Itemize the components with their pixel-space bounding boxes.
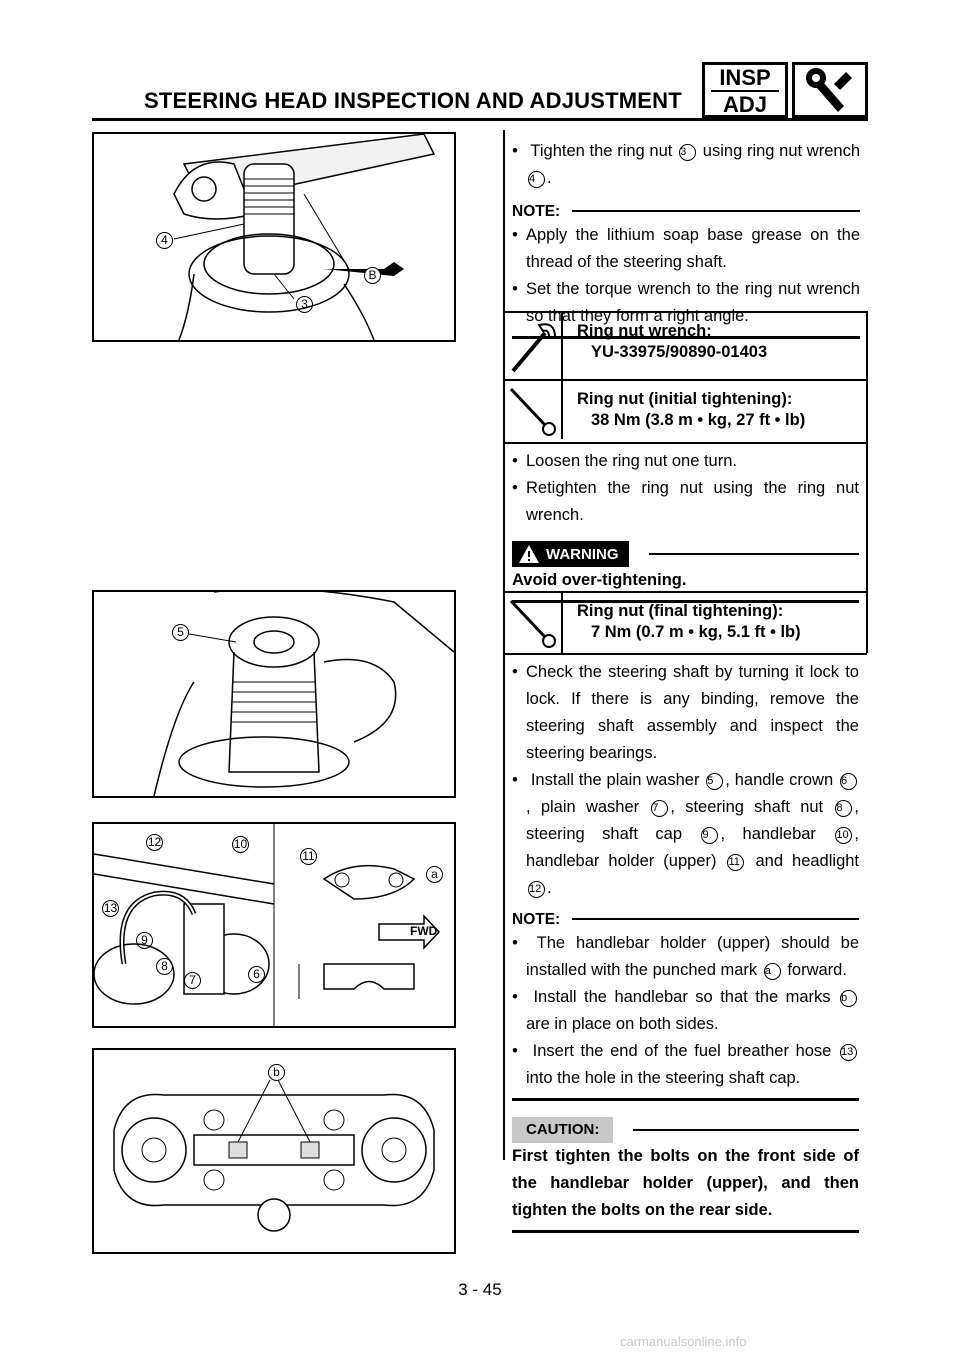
caution-heading: CAUTION: xyxy=(512,1117,859,1143)
watermark: carmanualsonline.info xyxy=(620,1334,747,1349)
callout-11: 11 xyxy=(300,848,317,865)
list-item: • The handlebar holder (upper) should be installed with the punched mark a forward. xyxy=(512,930,859,984)
callout-7: 7 xyxy=(184,972,201,989)
note-heading: NOTE: xyxy=(512,908,859,930)
page-number: 3 - 45 xyxy=(458,1280,502,1299)
section-badge xyxy=(702,62,788,118)
header-rule xyxy=(92,118,868,121)
page-title: STEERING HEAD INSPECTION AND ADJUSTMENT xyxy=(144,88,682,113)
figure-plain-washer xyxy=(92,590,456,798)
list-item: • Loosen the ring nut one turn. xyxy=(512,448,859,475)
spec-label: Ring nut wrench: xyxy=(577,322,712,340)
list-item: • Check the steering shaft by turning it lock to lock. If there is any binding, remove the steering shaft assembly and inspect the steering bearings. xyxy=(512,659,859,767)
badge-bottom-text: ADJ xyxy=(722,92,767,117)
torque-wrench-icon xyxy=(505,381,563,439)
caution-end-rule xyxy=(512,1230,859,1233)
callout-12: 12 xyxy=(147,835,162,849)
list-item: • Apply the lithium soap base grease on the thread of the steering shaft. xyxy=(512,222,860,276)
callout-B: B xyxy=(364,267,381,284)
wrench-icon xyxy=(792,62,868,118)
callout-4: 4 xyxy=(156,232,173,249)
callout-8: 8 xyxy=(156,958,173,975)
spec-final-tightening xyxy=(505,591,867,653)
list-item: • Install the handlebar so that the marks b are in place on both sides. xyxy=(512,984,859,1038)
spec-initial-tightening xyxy=(505,379,867,439)
callout-6: 6 xyxy=(248,966,265,983)
note-end-rule xyxy=(512,1098,859,1101)
step-tighten-ring-nut xyxy=(512,138,860,339)
step-retighten xyxy=(505,442,867,603)
callout-b: b xyxy=(268,1064,285,1081)
warning-heading: WARNING xyxy=(512,541,859,567)
spec-label: Ring nut (final tightening): xyxy=(577,602,784,620)
spec-label: Ring nut (initial tightening): xyxy=(577,390,793,408)
note-heading: NOTE: xyxy=(512,200,860,222)
list-item: • Set the torque wrench to the ring nut wrench so that they form a right angle. xyxy=(512,276,860,330)
special-tool-icon xyxy=(505,313,563,381)
callout-13: 13 xyxy=(103,901,118,915)
callout-a: a xyxy=(426,866,443,883)
spec-value: YU-33975/90890-01403 xyxy=(591,343,768,361)
list-item: • Insert the end of the fuel breather hose 13 into the hole in the steering shaft cap. xyxy=(512,1038,859,1092)
list-item: • Retighten the ring nut using the ring nut wrench. xyxy=(512,475,859,529)
list-item: • Tighten the ring nut 3 using ring nut wrench 4 . xyxy=(512,138,860,192)
caution-text: First tighten the bolts on the front side of the handlebar holder (upper), and then tighten the bolts on the rear side. xyxy=(512,1147,859,1219)
warning-icon xyxy=(518,544,540,564)
figure-handlebar-marks xyxy=(92,1048,456,1254)
spec-value: 7 Nm (0.7 m • kg, 5.1 ft • lb) xyxy=(591,623,801,641)
callout-3: 3 xyxy=(296,296,313,313)
list-item: • Install the plain washer 5 , handle crown 6, plain washer 7 , steering shaft nut 8 , steering shaft cap 9 , handlebar 10 , handlebar holder (upper) 11 and headlight 12 . xyxy=(512,767,859,902)
callout-9: 9 xyxy=(136,932,153,949)
figure-handlebar-holder xyxy=(92,822,456,1028)
figure-ring-nut-wrench xyxy=(92,132,456,342)
badge-top-text: INSP xyxy=(711,65,779,92)
callout-10: 10 xyxy=(233,837,248,851)
spec-box-border xyxy=(866,591,868,653)
spec-value: 38 Nm (3.8 m • kg, 27 ft • lb) xyxy=(591,411,806,429)
torque-wrench-icon xyxy=(505,593,563,653)
warning-text: Avoid over-tightening. xyxy=(512,571,687,589)
step-install-parts xyxy=(505,653,867,1233)
spec-ring-nut-wrench xyxy=(505,311,867,381)
fwd-label: FWD xyxy=(410,924,438,938)
callout-5: 5 xyxy=(172,624,189,641)
